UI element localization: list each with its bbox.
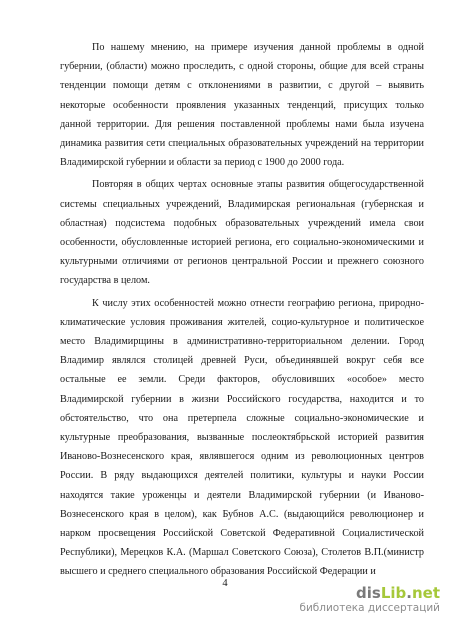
paragraph-3: К числу этих особенностей можно отнести географию региона, природно-климатические условия проживания жителей, социо-культурное и политическое место Владимирщины в административно-территориальном делении. Город Владимир являлся столицей древней Руси, объединявшей вокруг себя все остальные ее земли. Среди факторов, обусловивших «особое» место Владимирской губернии в жизни Российского государства, находится и то обстоятельство, что она претерпела сложные социально-экономические и культурные преобразования, вызванные послеоктябрьской историей развития Иваново-Вознесенского края, являвшегося одним из революционных центров России. В ряду выдающихся деятелей политики, культуры и науки России находятся такие уроженцы и деятели Владимирской губернии (и Иваново-Вознесенского края в целом), как Бубнов А.С. (выдающийся революционер и нарком просвещения Российской Советской Федеративной Социалистической Республики), Мерецков К.А. (Маршал Советского Союза), Столетов В.П.(министр высшего и среднего специального образования Российской Федерации и: [60, 297, 424, 578]
dislib-watermark: [299, 585, 440, 615]
paragraph-2: Повторяя в общих чертах основные этапы развития общегосударственной системы специальных учреждений, Владимирская региональная (губернская и областная) подсистема подобных образовательных учреждений имела свои особенности, обусловленные историей региона, его социально-экономическими и культурными отличиями от регионов центральной России и прежнего союзного государства в целом.: [60, 179, 424, 287]
watermark-logo: disLib.net: [356, 584, 440, 602]
page-number: 4: [222, 578, 228, 589]
body-text: [60, 38, 424, 582]
paragraph-1: По нашему мнению, на примере изучения данной проблемы в одной губернии, (области) можно проследить, с одной стороны, общие для всей страны тенденции помощи детям с отклонениями в развитии, с другой – выявить некоторые особенности проявления указанных тенденций, присущих только данной территории. Для решения поставленной проблемы нами была изучена динамика развития сети специальных образовательных учреждений на территории Владимирской губернии и области за период с 1900 до 2000 года.: [60, 42, 424, 169]
watermark-subtitle: библиотека диссертаций: [299, 602, 440, 614]
